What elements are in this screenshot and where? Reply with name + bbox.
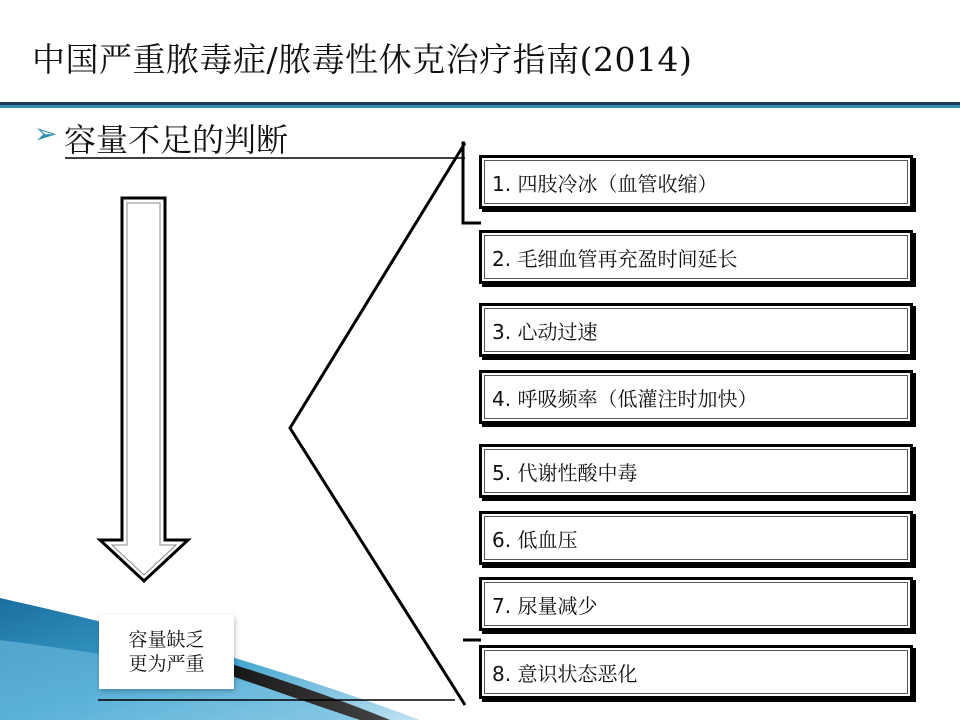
caption-line-2: 更为严重: [128, 653, 205, 675]
list-item-label: 2. 毛细血管再充盈时间延长: [492, 246, 738, 271]
bullet-arrow-icon: ➢: [34, 117, 58, 150]
list-item-label: 4. 呼吸频率（低灌注时加快）: [492, 386, 758, 411]
bullet-heading: 容量不足的判断: [64, 121, 289, 159]
list-item: [479, 645, 913, 699]
list-item-label: 1. 四肢冷冰（血管收缩）: [492, 171, 718, 196]
list-item-label: 6. 低血压: [492, 527, 578, 552]
list-item-label: 3. 心动过速: [492, 319, 598, 344]
list-item: [479, 303, 913, 357]
caption-box: [99, 615, 234, 689]
list-item: [479, 444, 913, 498]
down-arrow-icon: [100, 198, 188, 581]
caption-line-1: 容量缺乏: [128, 629, 205, 651]
list-item: [479, 230, 913, 284]
list-item: [479, 511, 913, 565]
list-item-label: 5. 代谢性酸中毒: [492, 460, 638, 485]
list-item-label: 7. 尿量减少: [492, 593, 598, 618]
list-item: [479, 370, 913, 424]
list-item: [479, 577, 913, 631]
list-item-label: 8. 意识状态恶化: [492, 661, 638, 686]
list-item: [479, 155, 913, 209]
bracket-shape: [290, 143, 481, 705]
slide-title: 中国严重脓毒症/脓毒性休克治疗指南(2014): [32, 40, 693, 79]
